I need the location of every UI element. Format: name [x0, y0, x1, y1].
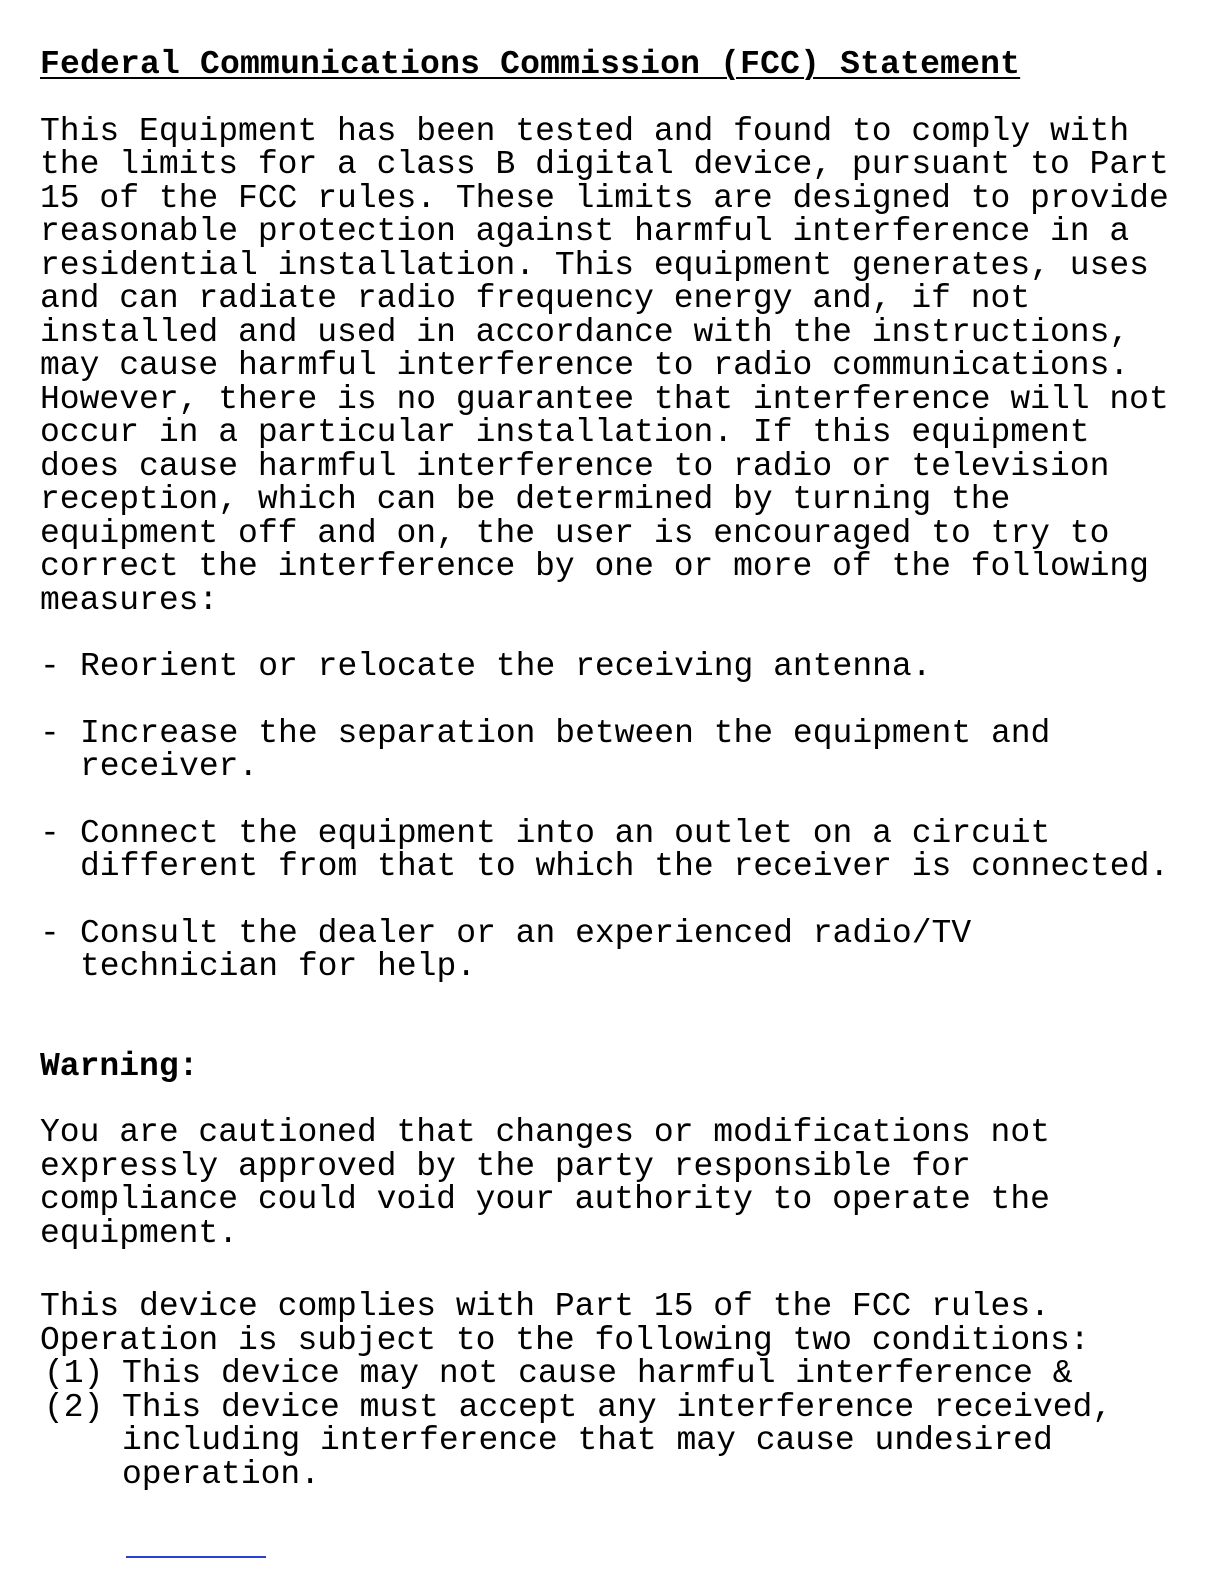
list-item [40, 650, 1210, 684]
fcc-document [40, 48, 1210, 1491]
bullet-dash: - [40, 914, 60, 952]
warning-heading: Warning: [40, 1047, 199, 1085]
blue-rule-line [126, 1556, 266, 1558]
list-item-text: Consult the dealer or an experienced radio/TV technician for help. [80, 914, 972, 985]
condition-number: (1) [44, 1355, 104, 1392]
document-title: Federal Communications Commission (FCC) Statement [40, 46, 1021, 83]
list-item-text: Reorient or relocate the receiving antenna. [80, 648, 932, 685]
condition-text: This device may not cause harmful interference & [122, 1355, 1073, 1392]
list-item [40, 814, 1210, 885]
list-item [40, 714, 1210, 785]
condition-text: This device must accept any interference received, including interference that may cause undesired operation. [122, 1388, 1113, 1493]
condition-number: (2) [44, 1388, 104, 1426]
compliance-paragraph: This device complies with Part 15 of the FCC rules. Operation is subject to the following two conditions: [40, 1288, 1090, 1359]
bullet-dash: - [40, 814, 60, 852]
warning-paragraph: You are cautioned that changes or modifications not expressly approved by the party responsible for compliance could void your authority to operate the equipment. [40, 1114, 1050, 1252]
bullet-dash: - [40, 648, 60, 685]
condition-item [40, 1388, 1210, 1493]
condition-item [40, 1357, 1210, 1391]
list-item-text: Increase the separation between the equipment and receiver. [80, 714, 1051, 785]
list-item-text: Connect the equipment into an outlet on a circuit different from that to which the receiver is connected. [80, 814, 1170, 885]
conditions-list [40, 1357, 1210, 1491]
list-item [40, 914, 1210, 985]
measures-list [40, 650, 1210, 984]
bullet-dash: - [40, 714, 60, 752]
intro-paragraph: This Equipment has been tested and found to comply with the limits for a class B digital device, pursuant to Part 15 of the FCC rules. These limits are designed to provide reasonable protection against harmful interference in a residential installation. This equipment generates, uses and can radiate radio frequency energy and, if not installed and used in accordance with the instructions, may cause harmful interference to radio communications. However, there is no guarantee that interference will not occur in a particular installation. If this equipment does cause harmful interference to radio or television reception, which can be determined by turning the equipment off and on, the user is encouraged to try to correct the interference by one or more of the following measures: [40, 112, 1169, 619]
